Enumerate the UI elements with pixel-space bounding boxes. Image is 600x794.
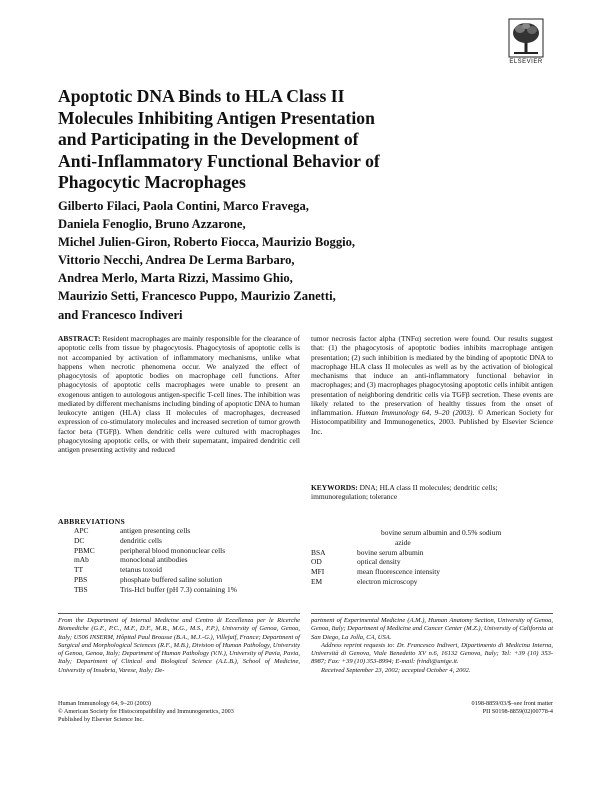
affiliations-footnote-left: From the Department of Internal Medicine and Centro di Eccellenza per le Ricerche Biomediche (G.F., P.C., M.F., D.F., M.R., M.G., M.S., F.P.), University of Genoa, Genoa, Italy; U506 INSERM, Hôpital Paul Brousse (B.A., M.J.-G.), Villejuif, France; Department of Surgical and Morphological Sciences (R.F., M.B.), Division of Human Pathology, University of Genoa, Genoa, Italy; Department of Human Pathology (V.N.), University of Pavia, Pavia, Italy; Department of Clinical and Biological Science (A.L.B.), School of Medicine, University of Insubria, Varese, Italy; De-	[58, 617, 300, 674]
affiliations-footnote-right	[311, 617, 553, 675]
abbreviation-continuation: bovine serum albumin and 0.5% sodium	[381, 528, 502, 537]
author-line: Gilberto Filaci, Paola Contini, Marco Fravega,	[58, 199, 309, 213]
abbreviation-value: antigen presenting cells	[120, 526, 191, 535]
footer-journal: Human Immunology 64, 9–20 (2003)	[58, 700, 151, 707]
footer-issn: 0198-8859/03/$–see front matter	[471, 700, 553, 707]
keywords	[311, 483, 553, 502]
author-list	[58, 197, 508, 324]
abstract-copyright: © American Society for Histocompatibility and Immunogenetics, 2003. Published by Elsevier Science Inc.	[311, 408, 554, 436]
title-line: and Participating in the Development of	[58, 129, 359, 149]
author-line: Maurizio Setti, Francesco Puppo, Maurizio Zanetti,	[58, 289, 336, 304]
author-line: Daniela Fenoglio, Bruno Azzarone,	[58, 217, 246, 232]
abbreviation-value: phosphate buffered saline solution	[120, 575, 223, 584]
abbreviations-left-list	[74, 526, 314, 606]
author-line: Andrea Merlo, Marta Rizzi, Massimo Ghio,	[58, 271, 293, 286]
received-dates: Received September 23, 2002; accepted October 4, 2002.	[321, 666, 471, 674]
abstract-text-left: Resident macrophages are mainly responsible for the clearance of apoptotic cells from tissue by phagocytosis. Phagocytosis of apoptotic cells is not accompanied by activation of inflammatory mechanisms, unlike what happens when necrotic phenomena occur. We analyzed the effect of phagocytosis of apoptotic bodies on macrophage cell functions. After phagocytosis of apoptotic cells macrophages were unable to present an exogenous antigen to autologous antigen-specific T-cell lines. The inhibition was mediated by different mechanisms including binding of apoptotic DNA to human leukocyte antigen (HLA) class II molecules of macrophages, decreased expression of co-stimulatory molecules and increased secretion of tumor growth factor beta (TGFβ). When dendritic cells were cultured with macrophages phagocytosing apoptotic cells, or with their supernatant, impaired dendritic cell antigen presenting activity and reduced	[58, 334, 300, 454]
abbreviation-continuation: azide	[395, 537, 411, 547]
abstract-left-column	[58, 334, 300, 454]
abbreviation-key: PBMC	[74, 545, 95, 555]
abbreviation-key: TT	[74, 565, 84, 575]
author-line: Vittorio Necchi, Andrea De Lerma Barbaro,	[58, 253, 295, 268]
footnote-rule-left	[58, 613, 300, 614]
title-line: Phagocytic Macrophages	[58, 172, 246, 192]
keywords-text: DNA; HLA class II molecules; dendritic cells; immunoregulation; tolerance	[311, 483, 498, 502]
reprint-address: Address reprint requests to: Dr. Francesco Indiveri, Dipartimento di Medicina Interna, Università di Genova, Viale Benedetto XV n.6, 16132 Genova, Italy; Tel: +39 (10) 353-8987; Fax: +39 (10) 353-8994; E-mail: frindi@unige.it.	[311, 641, 553, 666]
abbreviations-title: ABBREVIATIONS	[58, 517, 126, 526]
abstract-label: ABSTRACT:	[58, 334, 101, 343]
abbreviation-value: tetanus toxoid	[120, 565, 162, 575]
affiliations-continuation: partment of Experimental Medicine (A.M.), Human Anatomy Section, University of Genoa, Genoa, Italy; Department of Medicine and Cancer Center (M.Z.), University of California at San Diego, La Jolla, CA, USA.	[311, 617, 553, 641]
journal-footer-left	[58, 700, 234, 725]
abbreviation-value: monoclonal antibodies	[120, 555, 188, 565]
abbreviation-key: DC	[74, 535, 85, 545]
abbreviation-key: APC	[74, 526, 89, 535]
title-line: Anti-Inflammatory Functional Behavior of	[58, 150, 380, 171]
abbreviation-value: bovine serum albumin	[357, 547, 424, 557]
abbreviation-key: EM	[311, 577, 323, 586]
elsevier-tree-icon	[508, 18, 544, 58]
author-line: and Francesco Indiveri	[58, 307, 183, 322]
title-line: Apoptotic DNA Binds to HLA Class II	[58, 86, 345, 106]
abbreviation-key: OD	[311, 557, 322, 567]
abbreviation-key: mAb	[74, 555, 89, 565]
journal-footer-right	[430, 700, 553, 716]
title-line: Molecules Inhibiting Antigen Presentation	[58, 107, 375, 128]
abbreviation-value: Tris-Hcl buffer (pH 7.3) containing 1%	[120, 584, 237, 594]
abbreviation-value: dendritic cells	[120, 535, 162, 545]
abbreviations-right-list	[311, 528, 551, 608]
abbreviation-value: mean fluorescence intensity	[357, 567, 441, 577]
abbreviation-value: optical density	[357, 557, 401, 567]
abstract-text-right: tumor necrosis factor alpha (TNFα) secretion were found. Our results suggest that: (1) the phagocytosis of apoptotic bodies inhibits macrophage antigen presentation; (2) such inhibition is mediated by the binding of apoptotic DNA to macrophage HLA class II molecules as well as by the activation of biological mechanisms that induce an anti-inflammatory functional behavior in macrophages; and (3) macrophages phagocytosing apoptotic cells inhibit antigen presentation of neighboring dendritic cells via TGFβ secretion. These events are likely related to the preservation of healthy tissues from the onset of inflammation.	[311, 334, 553, 417]
abbreviation-value: electron microscopy	[357, 577, 418, 586]
abbreviation-key: MFI	[311, 567, 325, 577]
abbreviation-key: PBS	[74, 575, 88, 584]
abstract-citation: Human Immunology 64, 9–20 (2003).	[356, 408, 475, 417]
abbreviation-key: BSA	[311, 547, 326, 557]
abbreviation-key: TBS	[74, 584, 88, 594]
keywords-label: KEYWORDS:	[311, 483, 358, 492]
footnote-rule-right	[311, 613, 553, 614]
logo-text: ELSEVIER	[509, 59, 543, 65]
footer-copyright: © American Society for Histocompatibility and Immunogenetics, 2003	[58, 708, 234, 716]
abstract-right-column	[311, 334, 553, 436]
article-title	[58, 86, 498, 194]
abbreviation-value: peripheral blood mononuclear cells	[120, 545, 226, 555]
footer-publisher: Published by Elsevier Science Inc.	[58, 716, 144, 724]
publisher-logo	[508, 18, 544, 65]
author-line: Michel Julien-Giron, Roberto Fiocca, Maurizio Boggio,	[58, 235, 356, 250]
footer-pii: PII S0198-8859(02)00778-4	[482, 708, 553, 716]
